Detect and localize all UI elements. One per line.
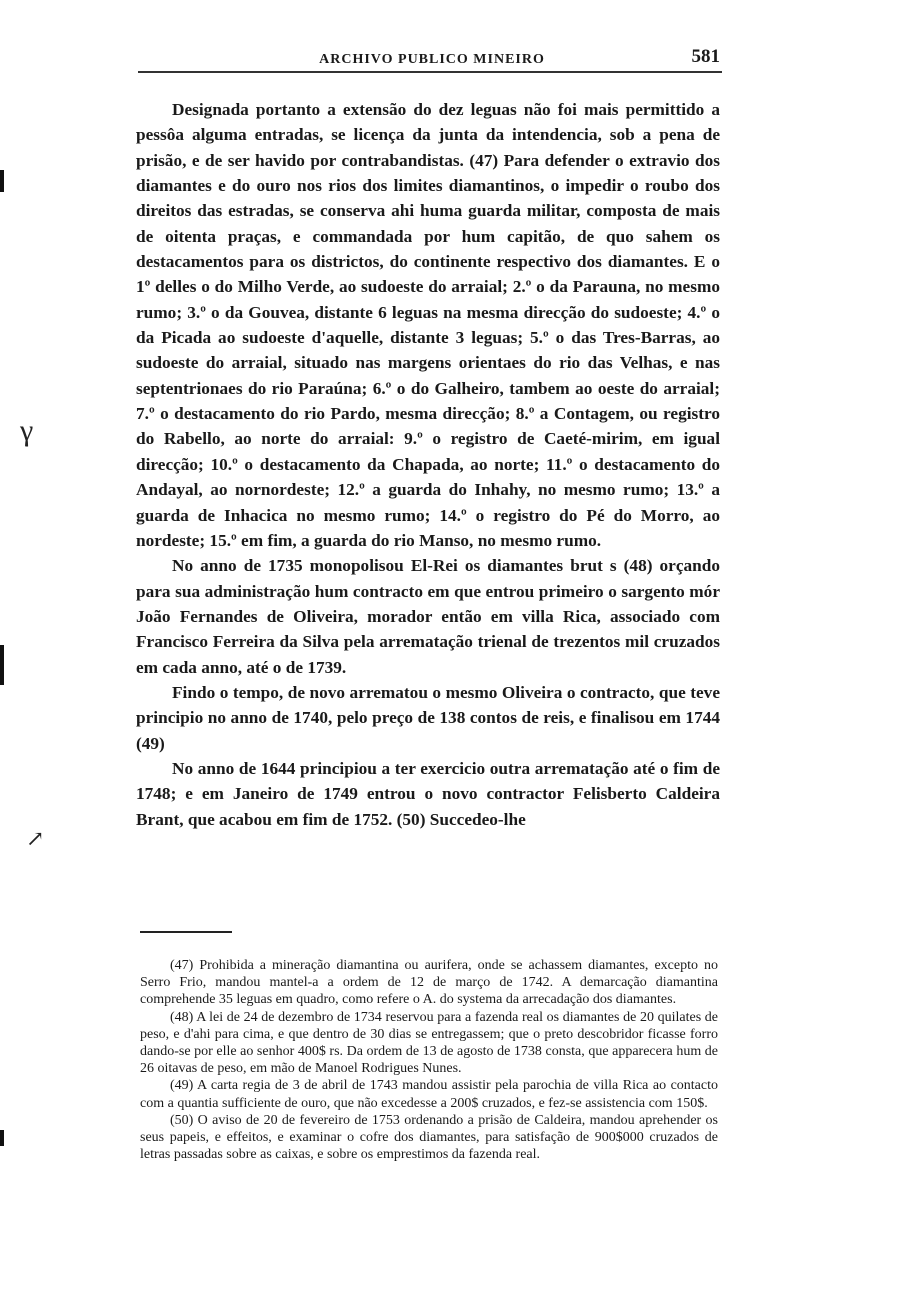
paragraph: Findo o tempo, de novo arrematou o mesmo Oliveira o contracto, que teve principio no anno de 1740, pelo preço de 138 contos de reis, e finalisou em 1744 (49) xyxy=(136,682,720,753)
paragraph: No anno de 1735 monopolisou El-Rei os diamantes brut s (48) orçando para sua administração hum contracto em que entrou primeiro o sargento mór João Fernandes de Oliveira, morador então em villa Rica, associado com Francisco Ferreira da Silva pela arrematação trienal de trezentos mil cruzados em cada anno, até o de 1739. xyxy=(136,556,720,677)
header-rule xyxy=(138,71,722,73)
footnote: (47) Prohibida a mineração diamantina ou aurifera, onde se achassem diamantes, excepto no Serro Frio, mandou mantel-a a ordem de 12 de março de 1742. A demarcação diamantina comprehende 35 leguas em quadro, como refere o A. do systema da arrecadação dos diamantes. xyxy=(140,958,718,1008)
margin-mark xyxy=(0,1130,4,1146)
margin-tick-mark: γ xyxy=(20,414,34,447)
footnote: (49) A carta regia de 3 de abril de 1743 mandou assistir pela parochia de villa Rica ao contacto com a quantia sufficiente de ouro, que não excedesse a 200$ cruzados, e fez-se assistencia com 150$. xyxy=(140,1078,718,1111)
page-header xyxy=(138,44,726,70)
footnotes xyxy=(140,957,718,1163)
margin-mark xyxy=(0,645,4,685)
main-text xyxy=(136,97,720,832)
running-title: ARCHIVO PUBLICO MINEIRO xyxy=(319,52,545,67)
paragraph: Designada portanto a extensão do dez leguas não foi mais permittido a pessôa alguma entradas, se licença da junta da intendencia, sob a pena de prisão, e de ser havido por contrabandistas. (47) Para defender o extravio dos diamantes e do ouro nos rios dos limites diamantinos, o impedir o roubo dos direitos das estradas, se conserva ahi huma guarda militar, composta de mais de oitenta praças, e commandada por hum capitão, de quo sahem os destacamentos para os districtos, do continente respectivo dos diamantes. E o 1º delles o do Milho Verde, ao sudoeste do arraial; 2.º o da Parauna, no mesmo rumo; 3.º o da Gouvea, distante 6 leguas na mesma direcção do sudoeste; 4.º o da Picada ao sudoeste d'aquelle, distante 3 leguas; 5.º o das Tres-Barras, ao sudoeste do arraial, situado nas margens orientaes do rio das Velhas, e nas septentrionaes do rio Paraúna; 6.º o do Galheiro, tambem ao oeste do arraial; 7.º o destacamento do rio Pardo, mesma direcção; 8.º a Contagem, ou registro do Rabello, ao norte do arraial: 9.º o registro de Caeté-mirim, em igual direcção; 10.º o destacamento da Chapada, ao norte; 11.º o destacamento do Andayal, ao nornordeste; 12.º a guarda do Inhahy, no mesmo rumo; 13.º a guarda de Inhacica no mesmo rumo; 14.º o registro do Pé do Morro, ao nordeste; 15.º em fim, a guarda do rio Manso, no mesmo rumo. xyxy=(136,100,720,550)
margin-mark xyxy=(0,170,4,192)
page-number: 581 xyxy=(691,46,720,67)
footnote: (50) O aviso de 20 de fevereiro de 1753 ordenando a prisão de Caldeira, mandou aprehender os seus papeis, e effeitos, e examinar o cofre dos diamantes, para satisfação de 900$000 cruzados de letras passadas sobre as caixas, e sobre os emprestimos da fazenda real. xyxy=(140,1112,718,1163)
paragraph: No anno de 1644 principiou a ter exercicio outra arrematação até o fim de 1748; e em Janeiro de 1749 entrou o novo contractor Felisberto Caldeira Brant, que acabou em fim de 1752. (50) Succedeo-lhe xyxy=(136,758,720,829)
margin-tick-mark: ↗ xyxy=(26,826,45,851)
footnote-separator xyxy=(140,931,232,933)
footnote: (48) A lei de 24 de dezembro de 1734 reservou para a fazenda real os diamantes de 20 quilates de peso, e d'ahi para cima, e que dentro de 30 dias se entregassem; que o preto descobridor ficasse forro dando-se por elle ao senhor 400$ rs. Da ordem de 13 de agosto de 1738 consta, que apparecera hum de 26 oitavas de peso, em mão de Manoel Rodrigues Nunes. xyxy=(140,1009,718,1077)
